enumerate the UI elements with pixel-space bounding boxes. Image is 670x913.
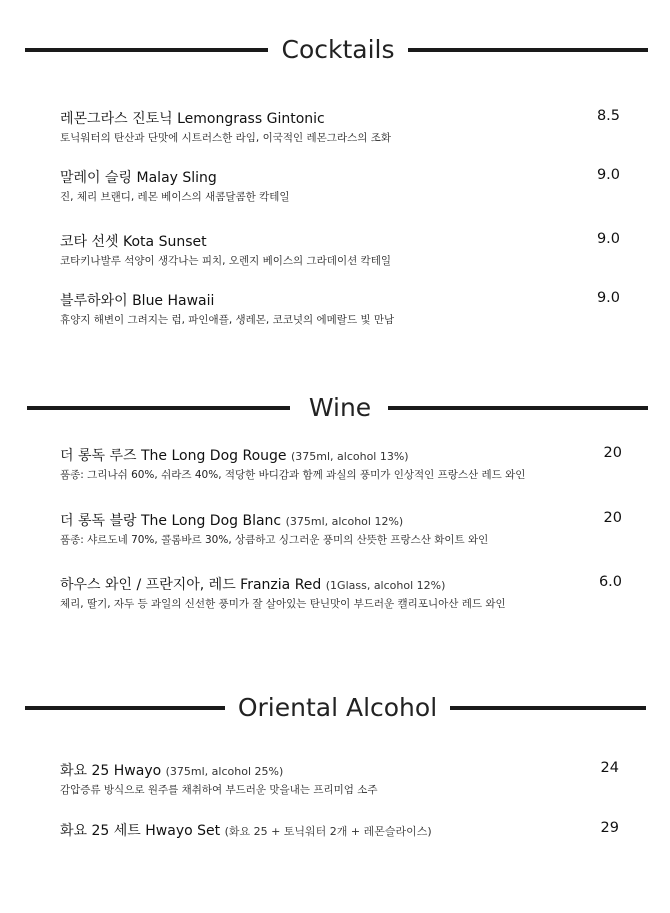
item-note: (1Glass, alcohol 12%) xyxy=(325,579,446,592)
item-description: 체리, 딸기, 자두 등 과일의 신선한 풍미가 잘 살아있는 탄닌맛이 부드러운 캘리포니아산 레드 와인 xyxy=(60,598,506,610)
item-description: 코타키나발루 석양이 생각나는 피치, 오렌지 베이스의 그라데이션 칵테일 xyxy=(60,255,391,267)
item-price: 29 xyxy=(600,820,619,836)
item-price: 20 xyxy=(603,445,622,461)
item-description: 진, 체리 브랜디, 레몬 베이스의 새콤달콤한 칵테일 xyxy=(60,191,290,203)
item-price: 20 xyxy=(603,510,622,526)
item-note: (375ml, alcohol 13%) xyxy=(290,450,409,463)
section-divider-right xyxy=(450,706,646,710)
item-price: 6.0 xyxy=(598,574,622,590)
item-name: 말레이 슬링 Malay Sling xyxy=(60,170,217,186)
cocktails-section-header xyxy=(0,30,670,70)
item-description: 휴양지 해변이 그려지는 럼, 파인애플, 생레몬, 코코넛의 에메랄드 빛 만남 xyxy=(60,314,395,326)
section-divider-left xyxy=(27,406,290,410)
item-price: 8.5 xyxy=(596,108,620,124)
item-description: 품종: 그리나쉬 60%, 쉬라즈 40%, 적당한 바디감과 함께 과실의 풍미가 인상적인 프랑스산 레드 와인 xyxy=(60,469,526,481)
item-note: (375ml, alcohol 25%) xyxy=(165,765,284,778)
item-name: 화요 25 세트 Hwayo Set (화요 25 + 토닉워터 2개 + 레몬슬라이스) xyxy=(60,823,432,839)
item-price: 9.0 xyxy=(596,167,620,183)
item-name: 레몬그라스 진토닉 Lemongrass Gintonic xyxy=(60,111,325,127)
item-description: 품종: 샤르도네 70%, 콜롬바르 30%, 상큼하고 싱그러운 풍미의 산뜻한 프랑스산 화이트 와인 xyxy=(60,534,489,546)
section-divider-left xyxy=(25,48,268,52)
section-title: Wine xyxy=(308,393,372,422)
item-description: 감압증류 방식으로 원주를 채취하여 부드러운 맛을내는 프리미엄 소주 xyxy=(60,784,378,796)
section-divider-right xyxy=(388,406,648,410)
item-price: 24 xyxy=(600,760,619,776)
item-note: (화요 25 + 토닉워터 2개 + 레몬슬라이스) xyxy=(224,825,432,838)
item-price: 9.0 xyxy=(596,231,620,247)
section-title: Cocktails xyxy=(281,35,395,64)
item-price: 9.0 xyxy=(596,290,620,306)
item-name: 더 롱독 블랑 The Long Dog Blanc (375ml, alcohol 12%) xyxy=(60,513,404,529)
item-name: 더 롱독 루즈 The Long Dog Rouge (375ml, alcohol 13%) xyxy=(60,448,409,464)
item-name: 하우스 와인 / 프란지아, 레드 Franzia Red (1Glass, alcohol 12%) xyxy=(60,577,446,593)
item-note: (375ml, alcohol 12%) xyxy=(285,515,404,528)
item-name: 화요 25 Hwayo (375ml, alcohol 25%) xyxy=(60,763,284,779)
section-title: Oriental Alcohol xyxy=(237,693,438,722)
item-description: 토닉워터의 탄산과 단맛에 시트러스한 라임, 이국적인 레몬그라스의 조화 xyxy=(60,132,391,144)
section-divider-left xyxy=(25,706,225,710)
oriental-alcohol-section-header xyxy=(0,688,670,728)
item-name: 코타 선셋 Kota Sunset xyxy=(60,234,207,250)
wine-section-header xyxy=(0,388,670,428)
item-name: 블루하와이 Blue Hawaii xyxy=(60,293,215,309)
section-divider-right xyxy=(408,48,648,52)
